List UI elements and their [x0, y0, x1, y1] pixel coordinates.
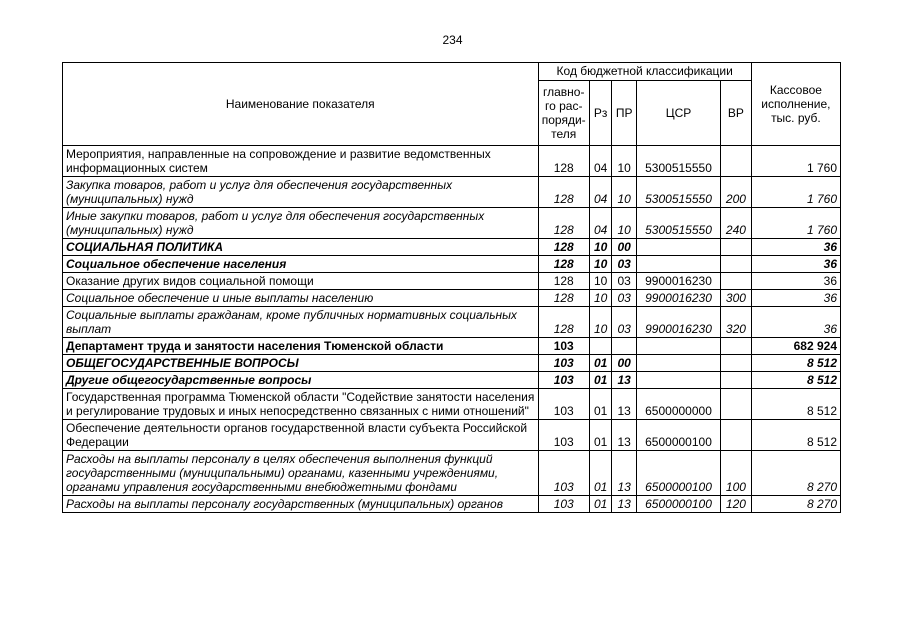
- cell-rz: [589, 338, 612, 355]
- cell-glava: 128: [538, 273, 589, 290]
- cell-rz: 04: [589, 146, 612, 177]
- cell-amount: 8 512: [751, 355, 840, 372]
- cell-amount: 8 512: [751, 420, 840, 451]
- table-row: [63, 496, 841, 513]
- cell-glava: 128: [538, 307, 589, 338]
- cell-csr: [636, 355, 720, 372]
- cell-glava: 103: [538, 355, 589, 372]
- cell-name: Расходы на выплаты персоналу государственных (муниципальных) органов: [63, 496, 539, 513]
- cell-amount: 8 270: [751, 496, 840, 513]
- table-row: [63, 239, 841, 256]
- cell-csr: 5300515550: [636, 146, 720, 177]
- cell-name: Департамент труда и занятости населения Тюменской области: [63, 338, 539, 355]
- cell-csr: 5300515550: [636, 208, 720, 239]
- cell-rz: 10: [589, 307, 612, 338]
- cell-rz: 10: [589, 256, 612, 273]
- cell-vr: [721, 338, 752, 355]
- table-row: [63, 307, 841, 338]
- cell-name: Мероприятия, направленные на сопровождение и развитие ведомственных информационных систем: [63, 146, 539, 177]
- cell-name: ОБЩЕГОСУДАРСТВЕННЫЕ ВОПРОСЫ: [63, 355, 539, 372]
- cell-csr: 9900016230: [636, 307, 720, 338]
- cell-pr: 00: [612, 355, 637, 372]
- table-row: [63, 420, 841, 451]
- cell-vr: 320: [721, 307, 752, 338]
- cell-pr: 13: [612, 451, 637, 496]
- header-amount: Кассовое исполнение, тыс. руб.: [751, 63, 840, 146]
- cell-csr: [636, 256, 720, 273]
- header-code-group: Код бюджетной классификации: [538, 63, 751, 81]
- cell-rz: 01: [589, 420, 612, 451]
- budget-table: [62, 62, 841, 513]
- cell-name: Оказание других видов социальной помощи: [63, 273, 539, 290]
- cell-name: Закупка товаров, работ и услуг для обеспечения государственных (муниципальных) нужд: [63, 177, 539, 208]
- table-row: [63, 355, 841, 372]
- cell-csr: 6500000000: [636, 389, 720, 420]
- header-vr: ВР: [721, 81, 752, 146]
- cell-csr: 6500000100: [636, 451, 720, 496]
- cell-amount: 36: [751, 239, 840, 256]
- header-name: Наименование показателя: [63, 63, 539, 146]
- cell-glava: 103: [538, 338, 589, 355]
- cell-name: Расходы на выплаты персоналу в целях обеспечения выполнения функций государственными (муниципальными) органами, казенными учреждениями, органами управления государственными внебюджетными фондами: [63, 451, 539, 496]
- page-number: 234: [442, 33, 463, 47]
- table-row: [63, 451, 841, 496]
- table-row: [63, 177, 841, 208]
- cell-amount: 1 760: [751, 146, 840, 177]
- cell-amount: 36: [751, 273, 840, 290]
- cell-vr: [721, 355, 752, 372]
- table-row: [63, 208, 841, 239]
- cell-pr: 03: [612, 273, 637, 290]
- table-header: [63, 63, 841, 146]
- cell-vr: 200: [721, 177, 752, 208]
- cell-pr: 13: [612, 389, 637, 420]
- cell-rz: 10: [589, 239, 612, 256]
- cell-pr: 13: [612, 496, 637, 513]
- cell-glava: 128: [538, 256, 589, 273]
- cell-glava: 103: [538, 389, 589, 420]
- cell-csr: 9900016230: [636, 290, 720, 307]
- cell-glava: 103: [538, 496, 589, 513]
- cell-vr: 120: [721, 496, 752, 513]
- cell-csr: 5300515550: [636, 177, 720, 208]
- cell-vr: 240: [721, 208, 752, 239]
- cell-vr: [721, 389, 752, 420]
- cell-amount: 36: [751, 256, 840, 273]
- cell-name: Государственная программа Тюменской области "Содействие занятости населения и регулирование трудовых и иных непосредственно связанных с ними отношений": [63, 389, 539, 420]
- cell-amount: 8 512: [751, 389, 840, 420]
- cell-name: Социальное обеспечение населения: [63, 256, 539, 273]
- table-row: [63, 256, 841, 273]
- cell-glava: 128: [538, 177, 589, 208]
- cell-vr: 100: [721, 451, 752, 496]
- cell-rz: 10: [589, 290, 612, 307]
- cell-rz: 01: [589, 496, 612, 513]
- cell-amount: 8 270: [751, 451, 840, 496]
- cell-pr: 03: [612, 307, 637, 338]
- cell-amount: 36: [751, 307, 840, 338]
- cell-glava: 103: [538, 420, 589, 451]
- cell-pr: 03: [612, 290, 637, 307]
- cell-amount: 1 760: [751, 177, 840, 208]
- cell-amount: 682 924: [751, 338, 840, 355]
- cell-glava: 128: [538, 290, 589, 307]
- cell-rz: 04: [589, 177, 612, 208]
- cell-pr: 13: [612, 372, 637, 389]
- cell-csr: [636, 338, 720, 355]
- cell-pr: [612, 338, 637, 355]
- cell-csr: 6500000100: [636, 496, 720, 513]
- cell-glava: 103: [538, 451, 589, 496]
- header-pr: ПР: [612, 81, 637, 146]
- cell-pr: 10: [612, 146, 637, 177]
- header-glava: главно-го рас-поряди-теля: [538, 81, 589, 146]
- cell-name: Социальные выплаты гражданам, кроме публичных нормативных социальных выплат: [63, 307, 539, 338]
- cell-amount: 8 512: [751, 372, 840, 389]
- cell-pr: 03: [612, 256, 637, 273]
- table-row: [63, 338, 841, 355]
- cell-rz: 01: [589, 451, 612, 496]
- cell-csr: [636, 372, 720, 389]
- cell-name: Социальное обеспечение и иные выплаты населению: [63, 290, 539, 307]
- cell-csr: 9900016230: [636, 273, 720, 290]
- cell-name: Другие общегосударственные вопросы: [63, 372, 539, 389]
- table-row: [63, 389, 841, 420]
- cell-csr: [636, 239, 720, 256]
- cell-rz: 01: [589, 389, 612, 420]
- cell-pr: 13: [612, 420, 637, 451]
- cell-vr: [721, 273, 752, 290]
- cell-amount: 36: [751, 290, 840, 307]
- cell-rz: 01: [589, 355, 612, 372]
- cell-vr: 300: [721, 290, 752, 307]
- cell-glava: 128: [538, 208, 589, 239]
- cell-name: Иные закупки товаров, работ и услуг для обеспечения государственных (муниципальных) нужд: [63, 208, 539, 239]
- cell-vr: [721, 256, 752, 273]
- cell-vr: [721, 372, 752, 389]
- table-row: [63, 372, 841, 389]
- table-row: [63, 146, 841, 177]
- header-csr: ЦСР: [636, 81, 720, 146]
- table-row: [63, 290, 841, 307]
- cell-vr: [721, 420, 752, 451]
- cell-rz: 04: [589, 208, 612, 239]
- cell-amount: 1 760: [751, 208, 840, 239]
- header-rz: Рз: [589, 81, 612, 146]
- cell-pr: 10: [612, 208, 637, 239]
- cell-pr: 00: [612, 239, 637, 256]
- cell-glava: 128: [538, 146, 589, 177]
- cell-rz: 01: [589, 372, 612, 389]
- table-body: [63, 146, 841, 513]
- table-row: [63, 273, 841, 290]
- cell-vr: [721, 239, 752, 256]
- cell-glava: 103: [538, 372, 589, 389]
- cell-name: СОЦИАЛЬНАЯ ПОЛИТИКА: [63, 239, 539, 256]
- cell-glava: 128: [538, 239, 589, 256]
- cell-pr: 10: [612, 177, 637, 208]
- cell-vr: [721, 146, 752, 177]
- cell-rz: 10: [589, 273, 612, 290]
- cell-name: Обеспечение деятельности органов государственной власти субъекта Российской Федерации: [63, 420, 539, 451]
- cell-csr: 6500000100: [636, 420, 720, 451]
